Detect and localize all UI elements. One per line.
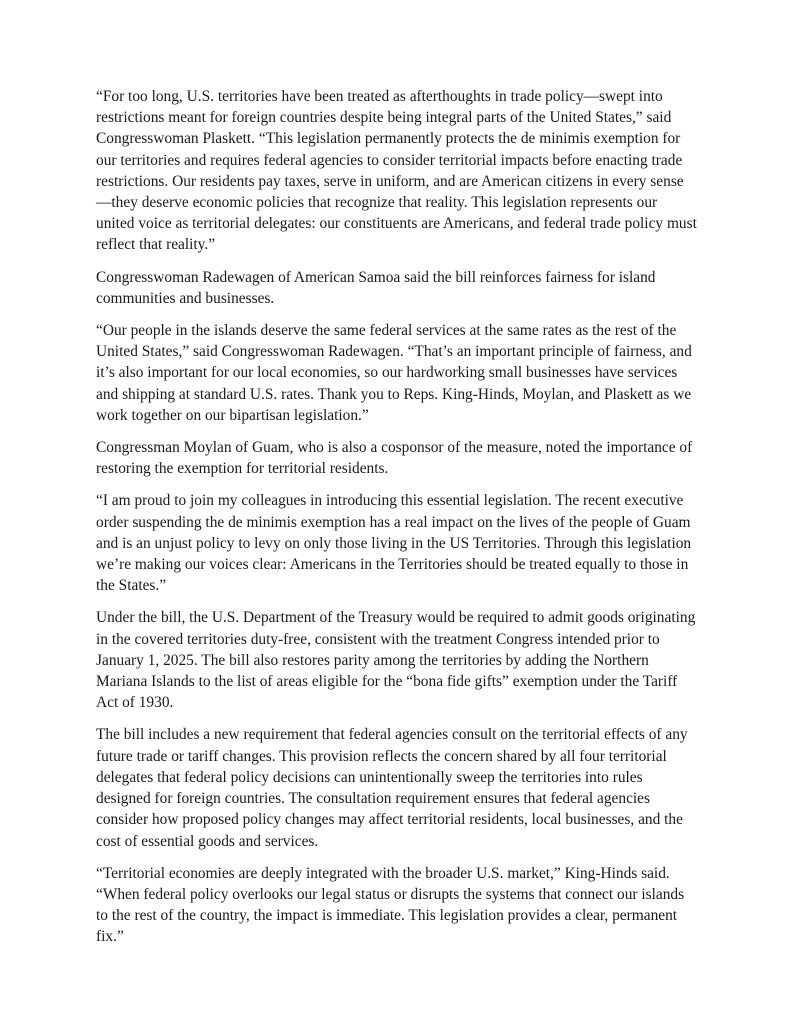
paragraph-consultation-requirement: The bill includes a new requirement that federal agencies consult on the territorial effects of any future trade or tariff changes. This provision reflects the concern shared by all four territorial delegates that federal policy decisions can unintentionally sweep the territories into rules designed for foreign countries. The consultation requirement ensures that federal agencies consider how proposed policy changes may affect territorial residents, local businesses, and the cost of essential goods and services. — [96, 726, 688, 850]
paragraph-king-hinds-quote: “Territorial economies are deeply integrated with the broader U.S. market,” King-Hinds said. “When federal policy overlooks our legal status or disrupts the systems that connect our islands to the rest of the country, the impact is immediate. This legislation provides a clear, permanent fix.” — [96, 864, 685, 946]
paragraph-treasury-provision: Under the bill, the U.S. Department of the Treasury would be required to admit goods originating in the covered territories duty-free, consistent with the treatment Congress intended prior to January 1, 2025. The bill also restores parity among the territories by adding the Northern Mariana Islands to the list of areas eligible for the “bona fide gifts” exemption under the Tariff Act of 1930. — [96, 609, 696, 712]
paragraph-radewagen-intro: Congresswoman Radewagen of American Samoa said the bill reinforces fairness for island communities and businesses. — [96, 268, 656, 307]
paragraph-moylan-quote: “I am proud to join my colleagues in introducing this essential legislation. The recent executive order suspending the de minimis exemption has a real impact on the lives of the people of Guam and is an unjust policy to levy on only those living in the US Territories. Through this legislation we’re making our voices clear: Americans in the Territories should be treated equally to those in the States.” — [96, 492, 692, 595]
paragraph-moylan-intro: Congressman Moylan of Guam, who is also a cosponsor of the measure, noted the importance of restoring the exemption for territorial residents. — [96, 439, 693, 478]
document-page — [96, 86, 698, 959]
paragraph-plaskett-quote: “For too long, U.S. territories have been treated as afterthoughts in trade policy—swept into restrictions meant for foreign countries despite being integral parts of the United States,” said Congresswoman Plaskett. “This legislation permanently protects the de minimis exemption for our territories and requires federal agencies to consider territorial impacts before enacting trade restrictions. Our residents pay taxes, serve in uniform, and are American citizens in every sense—they deserve economic policies that recognize that reality. This legislation represents our united voice as territorial delegates: our constituents are Americans, and federal trade policy must reflect that reality.” — [96, 88, 697, 254]
paragraph-radewagen-quote: “Our people in the islands deserve the same federal services at the same rates as the rest of the United States,” said Congresswoman Radewagen. “That’s an important principle of fairness, and it’s also important for our local economies, so our hardworking small businesses have services and shipping at standard U.S. rates. Thank you to Reps. King-Hinds, Moylan, and Plaskett as we work together on our bipartisan legislation.” — [96, 322, 692, 424]
